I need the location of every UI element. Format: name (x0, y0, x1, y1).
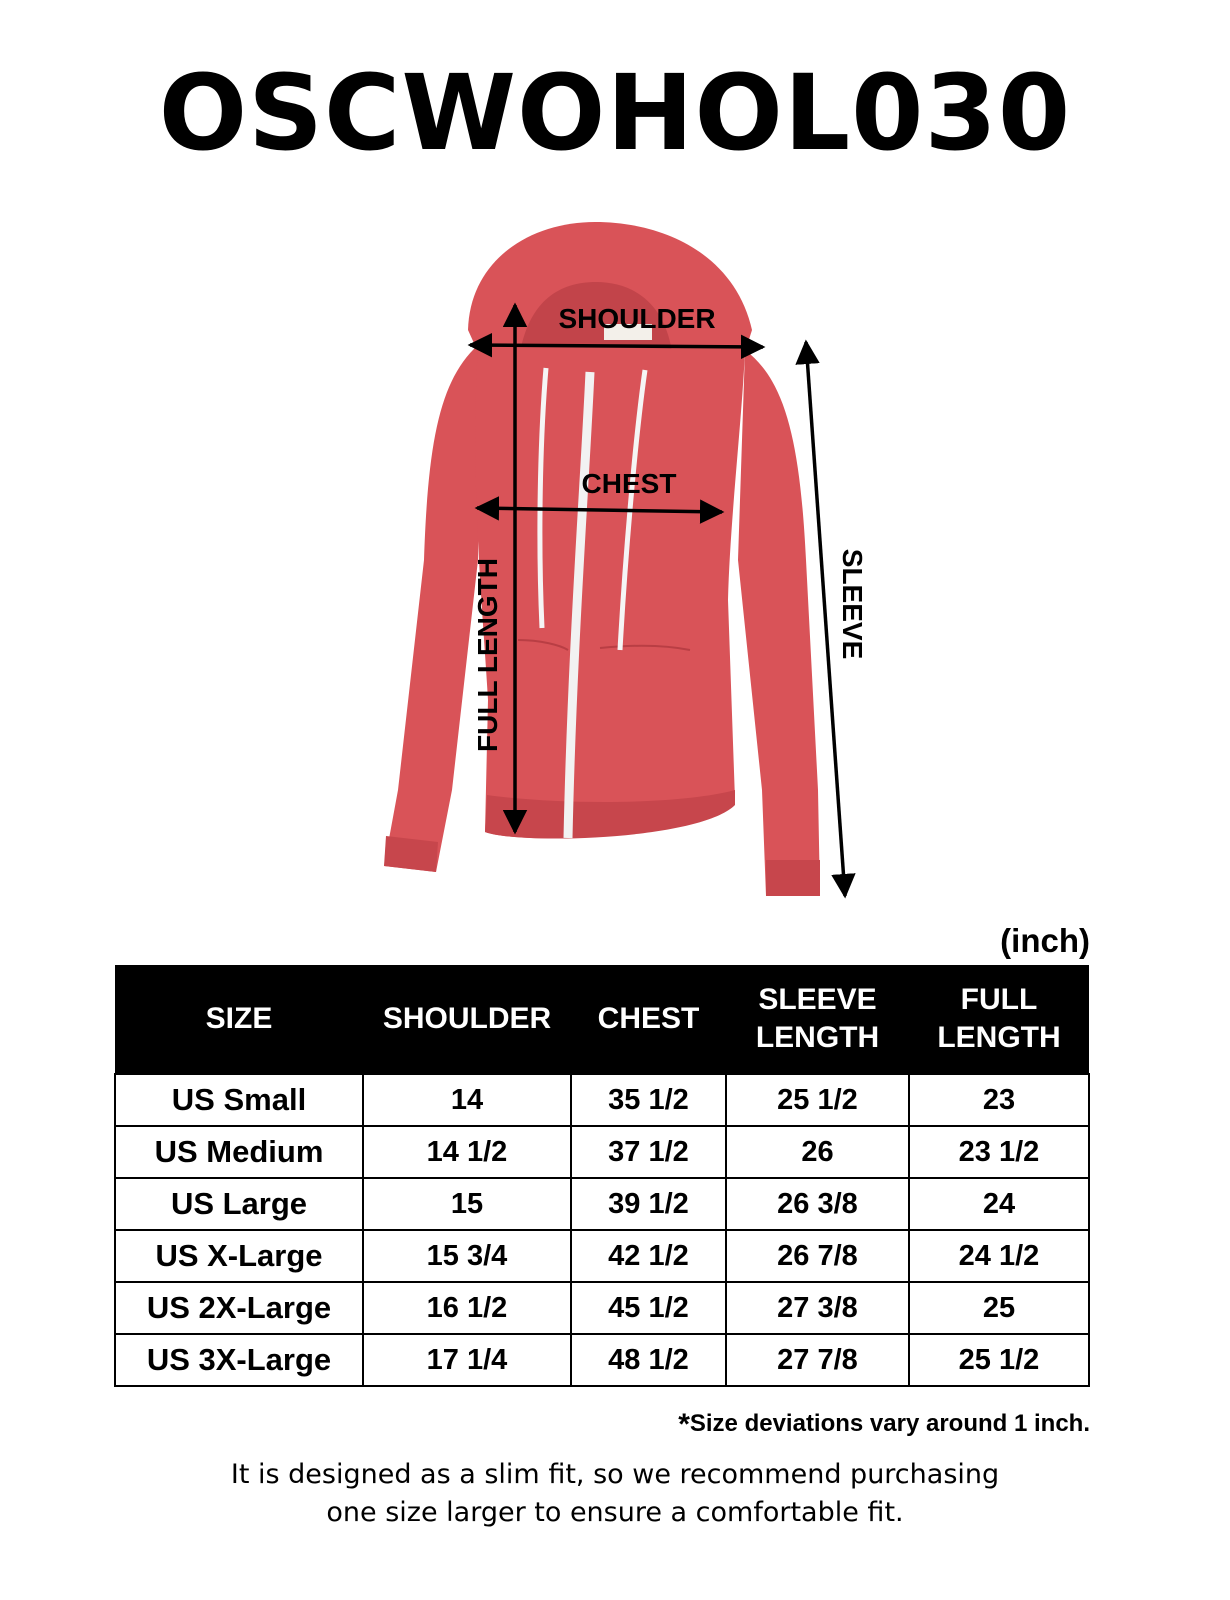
full-length-cell: 24 1/2 (909, 1230, 1089, 1282)
shoulder-cell: 14 1/2 (363, 1126, 571, 1178)
header-shoulder: SHOULDER (363, 965, 571, 1074)
header-size: SIZE (115, 965, 363, 1074)
note-text: Size deviations vary around 1 inch. (689, 1410, 1090, 1437)
shoulder-cell: 14 (363, 1074, 571, 1126)
asterisk: * (678, 1408, 690, 1441)
sleeve-length-cell: 26 (726, 1126, 909, 1178)
table-row (115, 1074, 1089, 1126)
full-length-cell: 23 (909, 1074, 1089, 1126)
recommendation-line: It is designed as a slim fit, so we recommend purchasing (230, 1459, 1000, 1490)
size-cell: US Large (115, 1178, 363, 1230)
table-row (115, 1334, 1089, 1386)
size-cell: US 3X-Large (115, 1334, 363, 1386)
unit-label: (inch) (1000, 922, 1090, 959)
sleeve-length-cell: 26 7/8 (726, 1230, 909, 1282)
table-row (115, 1126, 1089, 1178)
header-chest: CHEST (571, 965, 726, 1074)
full-length-cell: 25 (909, 1282, 1089, 1334)
sleeve-length-cell: 27 7/8 (726, 1334, 909, 1386)
table-header-row (115, 965, 1089, 1074)
fit-recommendation (150, 1456, 1080, 1532)
shoulder-label: SHOULDER (558, 303, 716, 334)
shoulder-cell: 16 1/2 (363, 1282, 571, 1334)
size-cell: US Small (115, 1074, 363, 1126)
table-row (115, 1230, 1089, 1282)
chest-cell: 42 1/2 (571, 1230, 726, 1282)
table-row (115, 1282, 1089, 1334)
shoulder-cell: 15 3/4 (363, 1230, 571, 1282)
full-length-cell: 23 1/2 (909, 1126, 1089, 1178)
chest-cell: 35 1/2 (571, 1074, 726, 1126)
chest-cell: 37 1/2 (571, 1126, 726, 1178)
size-chart-table (114, 965, 1090, 1387)
size-cell: US Medium (115, 1126, 363, 1178)
chest-label: CHEST (581, 468, 677, 499)
sleeve-length-cell: 26 3/8 (726, 1178, 909, 1230)
chest-cell: 39 1/2 (571, 1178, 726, 1230)
sleeve-label: SLEEVE (837, 548, 868, 660)
size-deviation-note (600, 1408, 1090, 1442)
sleeve-length-cell: 25 1/2 (726, 1074, 909, 1126)
sleeve-length-cell: 27 3/8 (726, 1282, 909, 1334)
size-cell: US 2X-Large (115, 1282, 363, 1334)
full-length-cell: 25 1/2 (909, 1334, 1089, 1386)
shoulder-cell: 15 (363, 1178, 571, 1230)
header-full-length: FULL LENGTH (909, 965, 1089, 1074)
header-sleeve-length: SLEEVE LENGTH (726, 965, 909, 1074)
chest-cell: 45 1/2 (571, 1282, 726, 1334)
full-length-label: FULL LENGTH (472, 558, 503, 752)
product-code-title: OSCWOHOL030 (158, 52, 1072, 174)
table-row (115, 1178, 1089, 1230)
recommendation-line: one size larger to ensure a comfortable fit. (326, 1497, 904, 1528)
full-length-cell: 24 (909, 1178, 1089, 1230)
shoulder-cell: 17 1/4 (363, 1334, 571, 1386)
size-cell: US X-Large (115, 1230, 363, 1282)
chest-cell: 48 1/2 (571, 1334, 726, 1386)
